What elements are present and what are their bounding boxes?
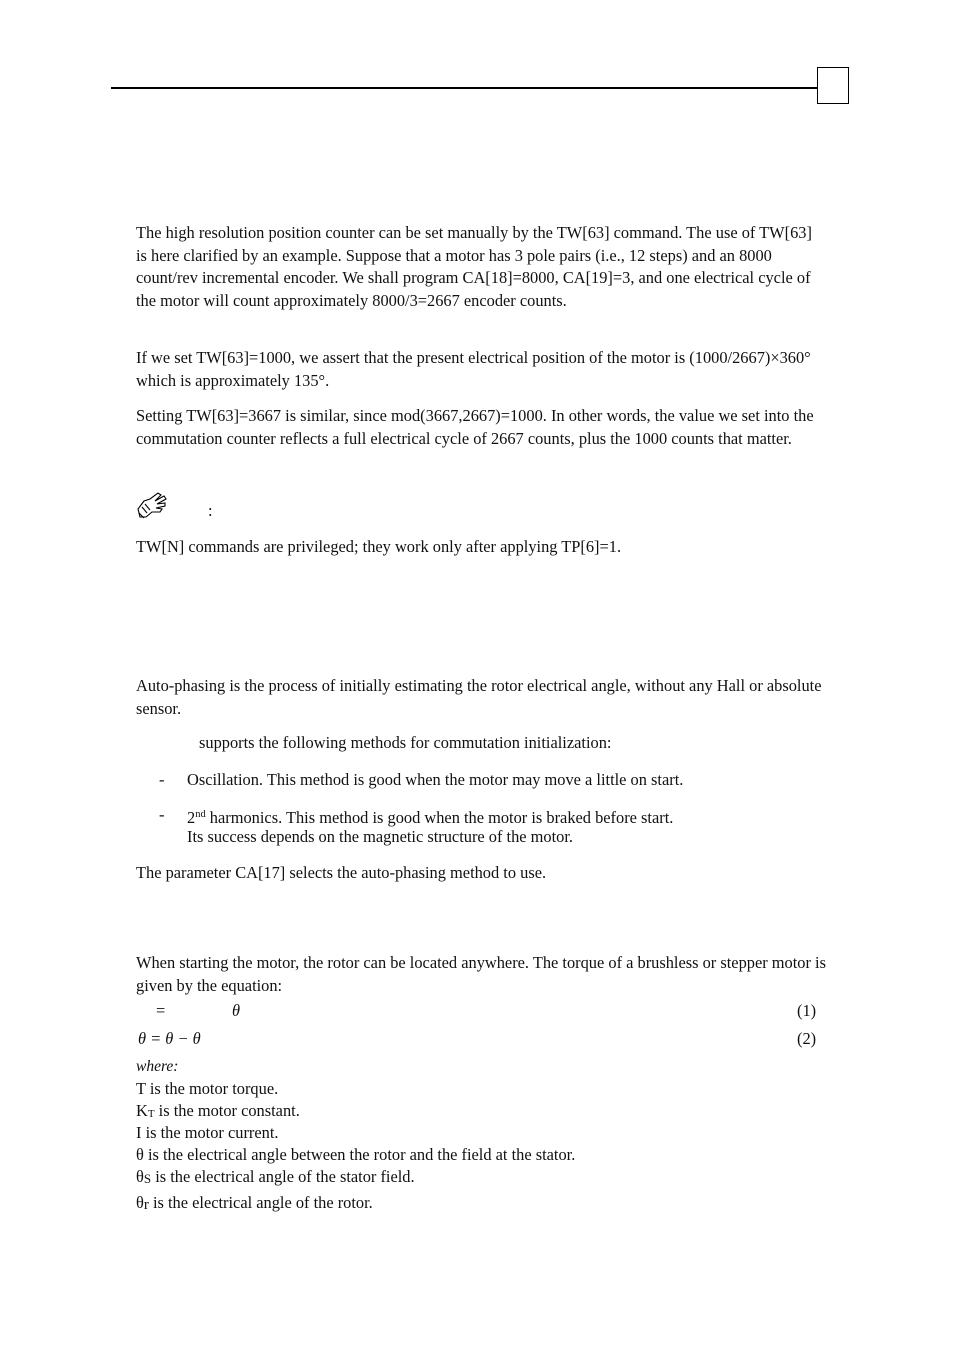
equation-1-theta: θ <box>232 1001 241 1020</box>
paragraph-tw63-mod: Setting TW[63]=3667 is similar, since mod(3667,2667)=1000. In other words, the value we set into the commutation counter reflects a full electrical cycle of 2667 counts, plus the 1000 counts that matter. <box>136 406 814 448</box>
note-text: TW[N] commands are privileged; they work only after applying TP[6]=1. <box>136 537 622 556</box>
equation-1-number: (1) <box>797 1001 817 1020</box>
where-label: where: <box>136 1058 179 1075</box>
paragraph-ca17: The parameter CA[17] selects the auto-phasing method to use. <box>136 863 547 882</box>
paragraph-tw63-intro: The high resolution position counter can be set manually by the TW[63] command. The use of TW[63] is here clarified by an example. Suppose that a motor has 3 pole pairs (i.e., 12 steps) and an 8000 count/rev incremental encoder. We shall program CA[18]=8000, CA[19]=3, and one electrical cycle of the motor will count approximately 8000/3=2667 encoder counts. <box>136 223 812 310</box>
definition-stator-angle: θS is the electrical angle of the stator field. <box>136 1167 415 1186</box>
note-label-colon: : <box>208 501 213 520</box>
list-bullet-dash: - <box>159 770 165 789</box>
paragraph-torque-intro: When starting the motor, the rotor can be located anywhere. The torque of a brushless or stepper motor is given by the equation: <box>136 953 826 995</box>
paragraph-autophasing-intro: Auto-phasing is the process of initially estimating the rotor electrical angle, without any Hall or absolute sensor. <box>136 676 822 718</box>
paragraph-methods-lead: supports the following methods for commutation initialization: <box>199 733 612 752</box>
equation-1-equals: = <box>156 1001 166 1020</box>
definition-torque: T is the motor torque. <box>136 1079 279 1098</box>
list-item-oscillation: Oscillation. This method is good when the motor may move a little on start. <box>187 770 684 789</box>
definition-rotor-angle: θr is the electrical angle of the rotor. <box>136 1193 373 1213</box>
page-number-box <box>817 67 849 104</box>
note-hand-icon <box>136 489 170 521</box>
list-item-2nd-harmonics-cont: Its success depends on the magnetic structure of the motor. <box>187 827 573 846</box>
list-bullet-dash: - <box>159 805 165 824</box>
paragraph-tw63-example: If we set TW[63]=1000, we assert that the present electrical position of the motor is (1000/2667)×360° which is approximately 135°. <box>136 348 811 390</box>
definition-current: I is the motor current. <box>136 1123 279 1142</box>
equation-2: θ = θ − θ <box>138 1029 201 1048</box>
list-item-2nd-harmonics: 2nd harmonics. This method is good when the motor is braked before start. <box>187 808 674 827</box>
definition-electrical-angle: θ is the electrical angle between the rotor and the field at the stator. <box>136 1145 576 1164</box>
equation-2-number: (2) <box>797 1029 817 1048</box>
header-rule <box>111 87 818 89</box>
definition-motor-constant: KT is the motor constant. <box>136 1101 300 1120</box>
